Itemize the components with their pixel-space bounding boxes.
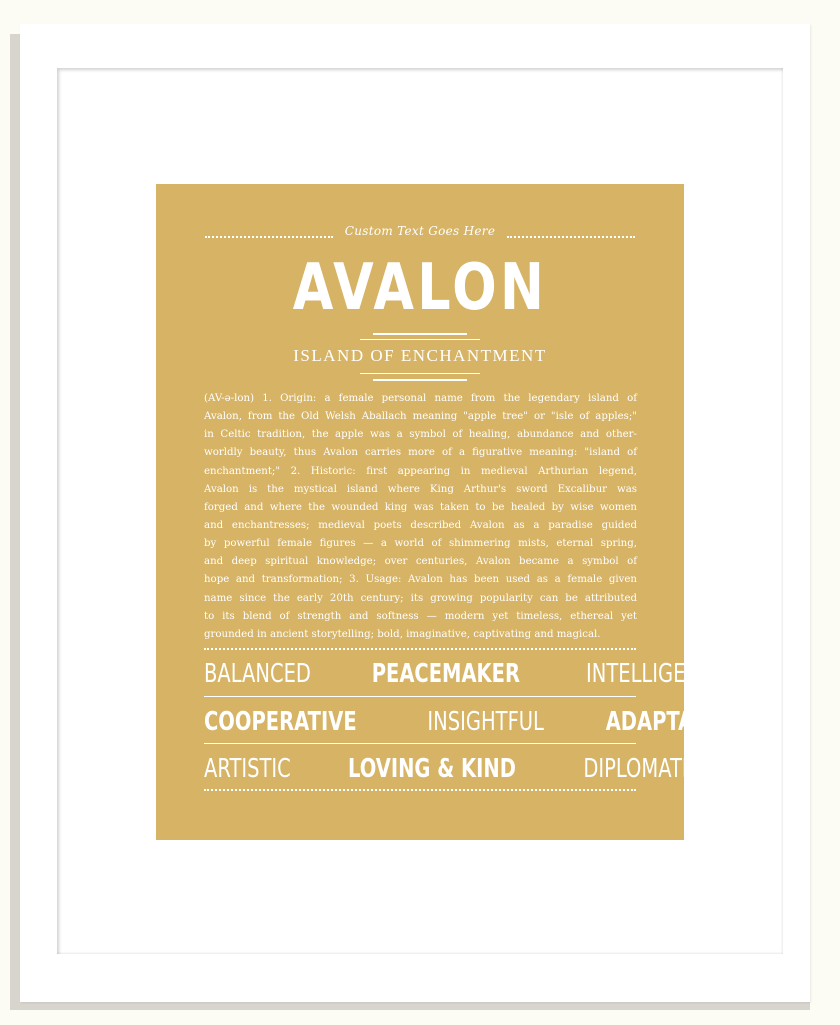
definition-line: and enchantresses; medieval poets described Avalon as a paradise guided	[204, 519, 637, 531]
dotted-rule-bottom	[204, 789, 636, 791]
trait-word: COOPERATIVE	[204, 707, 357, 737]
definition-line: forged and where the wounded king was taken to be healed by wise women	[204, 501, 637, 513]
definition-line: enchantment;" 2. Historic: first appearing in medieval Arthurian legend,	[204, 465, 637, 477]
definition-line: in Celtic tradition, the apple was a symbol of healing, abundance and other-	[204, 429, 637, 441]
trait-word: ADAPTABLE	[605, 707, 734, 737]
trait-row	[204, 702, 734, 742]
custom-text-row	[205, 224, 635, 244]
divider-line	[360, 373, 480, 374]
dotted-rule-middle	[204, 648, 636, 650]
definition-line: and deep spiritual knowledge; over centuries, Avalon became a symbol of	[204, 556, 637, 568]
definition-line: to its blend of strength and softness — modern yet timeless, ethereal yet	[204, 610, 637, 622]
trait-divider	[204, 696, 636, 697]
trait-word: PEACEMAKER	[371, 659, 520, 689]
definition-line: hope and transformation; 3. Usage: Avalon has been used as a female given	[204, 574, 637, 586]
name-title: AVALON	[292, 251, 548, 325]
definition-line: by powerful female figures — a world of shimmering mists, eternal spring,	[204, 538, 637, 550]
divider-line	[360, 339, 480, 340]
name-meaning: ISLAND OF ENCHANTMENT	[293, 346, 547, 365]
trait-word: DIPLOMATIC	[582, 754, 701, 784]
divider-line	[373, 379, 467, 381]
trait-word: LOVING & KIND	[347, 754, 516, 784]
definition-text	[204, 390, 637, 644]
definition-line: grounded in ancient storytelling; bold, imaginative, captivating and magical.	[204, 628, 601, 640]
divider-line	[373, 333, 467, 335]
definition-line: Avalon, from the Old Welsh Aballach meaning "apple tree" or "isle of apples;"	[204, 411, 637, 423]
definition-line: (AV-ə-lon) 1. Origin: a female personal name from the legendary island of	[204, 393, 637, 404]
definition-line: name since the early 20th century; its growing popularity can be attributed	[204, 592, 637, 604]
custom-text: Custom Text Goes Here	[344, 224, 496, 238]
name-print-panel	[156, 184, 734, 840]
trait-word: BALANCED	[204, 659, 311, 689]
trait-divider	[204, 743, 636, 744]
trait-row	[204, 749, 701, 789]
definition-line: Avalon is the mystical island where King Arthur's sword Excalibur was	[204, 483, 637, 495]
trait-word: INSIGHTFUL	[426, 707, 544, 737]
definition-line: worldly beauty, thus Avalon carries more of a figurative meaning: "island of	[204, 447, 637, 459]
dotted-rule-right	[507, 236, 635, 238]
trait-word: ARTISTIC	[204, 754, 291, 784]
trait-word: INTELLIGENT	[586, 659, 713, 689]
trait-row	[204, 654, 713, 694]
